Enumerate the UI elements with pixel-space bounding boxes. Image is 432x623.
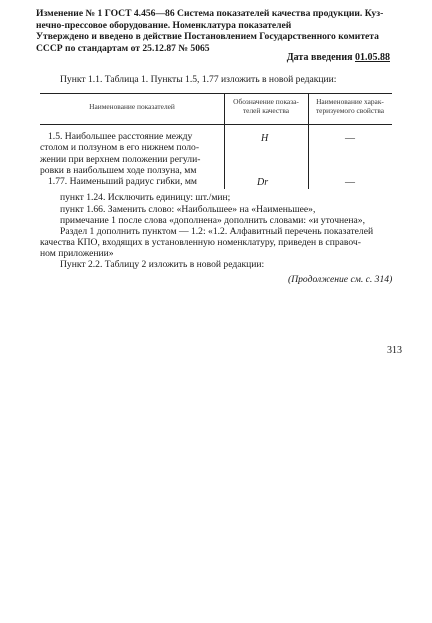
body-line-7: Пункт 2.2. Таблицу 2 изложить в новой редакции: [60, 259, 265, 270]
page-number: 313 [387, 345, 402, 356]
table-header-rule [40, 124, 392, 125]
effective-date [287, 52, 390, 63]
body-line-3: примечание 1 после слова «дополнена» дополнить словами: «и уточнена», [60, 215, 366, 226]
table-top-rule [40, 93, 392, 94]
col3-header-line1: Наименование харак- [316, 97, 384, 106]
body-line-5: качества КПО, входящих в установленную номенклатуру, приведен в справоч- [40, 237, 361, 248]
body-line-4: Раздел 1 дополнить пунктом — 1.2: «1.2. Алфавитный перечень показателей [60, 226, 374, 237]
col3-header [308, 98, 392, 115]
intro-text: Пункт 1.1. Таблица 1. Пункты 1.5, 1.77 изложить в новой редакции: [60, 74, 337, 85]
row2-symbol: Dr [257, 177, 269, 188]
approval-line2: СССР по стандартам от 25.12.87 № 5065 [36, 42, 210, 54]
table-row-2-name: 1.77. Наименьший радиус гибки, мм [48, 176, 198, 187]
header-title-line2: нечно-прессовое оборудование. Номенклатура показателей [36, 19, 292, 31]
body-line-2: пункт 1.66. Заменить слово: «Наибольшее» на «Наименьшее», [60, 204, 316, 215]
header-title-line1: Изменение № 1 ГОСТ 4.456—86 Система показателей качества продукции. Куз- [36, 8, 384, 19]
col2-header-line2: телей качества [242, 105, 290, 115]
header-title [36, 8, 396, 31]
col2-header [224, 98, 308, 115]
indicators-table [40, 93, 392, 189]
date-value: 01.05.88 [355, 52, 390, 63]
continued-note: (Продолжение см. с. 314) [288, 274, 393, 285]
row2-property: — [345, 177, 355, 188]
approval-line1: Утверждено и введено в действие Постановлением Государственного комитета [36, 31, 379, 42]
row1-symbol: H [261, 133, 269, 144]
col1-header: Наименование показателей [89, 102, 175, 111]
table-row-1-name [40, 131, 220, 177]
body-line-6: ном приложении» [40, 248, 114, 259]
row1-property: — [345, 133, 355, 144]
row1-name-line3: жении при верхнем положении регули- [40, 153, 201, 165]
date-label: Дата введения [286, 52, 353, 63]
col3-header-line2: теризуемого свойства [315, 105, 385, 115]
row1-name-line1: 1.5. Наибольшее расстояние между [48, 131, 193, 142]
approval-note [36, 31, 396, 54]
row1-name-line4: ровки в наибольшем ходе ползуна, мм [40, 165, 197, 177]
body-line-1: пункт 1.24. Исключить единицу: шт./мин; [60, 192, 231, 203]
row1-name-line2: столом и ползуном в его нижнем поло- [40, 142, 200, 154]
col2-header-line1: Обозначение показа- [233, 97, 299, 106]
